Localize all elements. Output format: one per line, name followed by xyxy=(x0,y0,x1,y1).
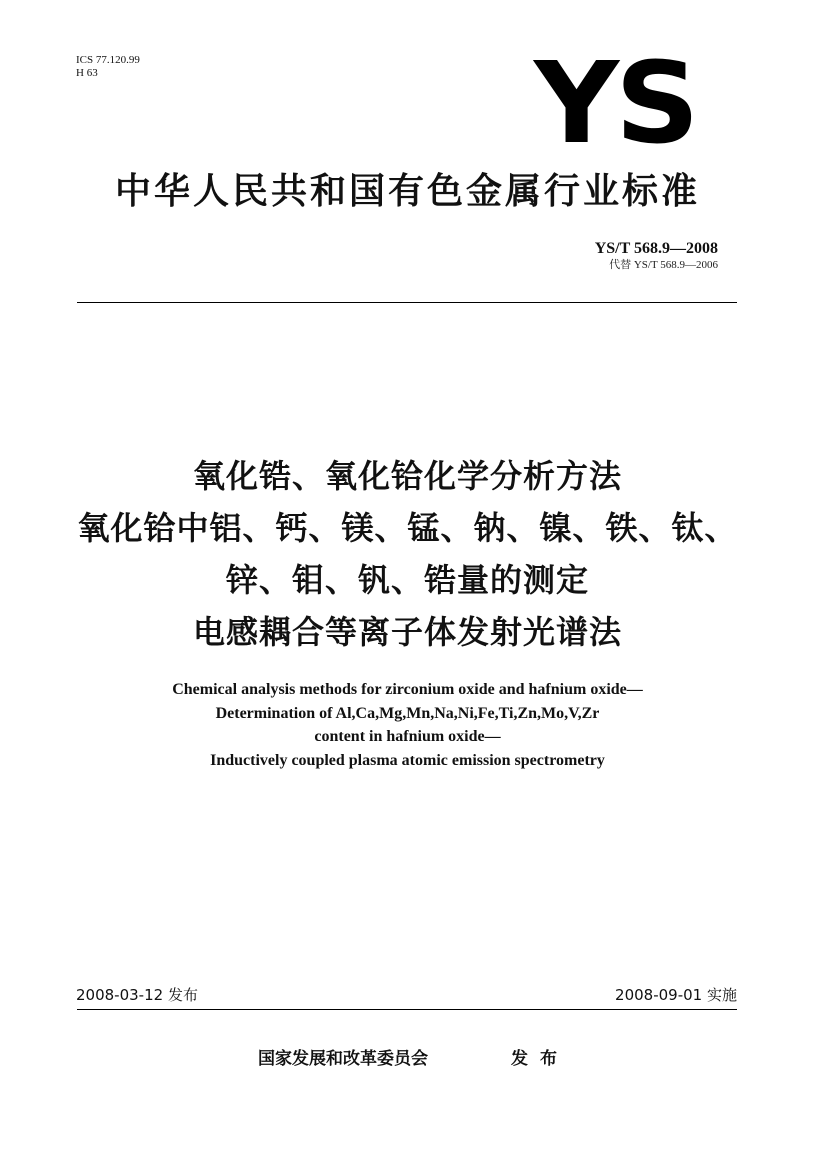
top-divider xyxy=(77,302,737,303)
english-title xyxy=(0,678,815,772)
standard-number-block xyxy=(595,240,718,272)
agency-title: 中华人民共和国有色金属行业标准 xyxy=(114,171,700,212)
classification-codes xyxy=(76,54,140,80)
chinese-title-line: 锌、钼、钒、锆量的测定 xyxy=(225,561,589,599)
standard-code: YS/T 568.9—2008 xyxy=(594,240,718,257)
chinese-title-line: 氧化铪中铝、钙、镁、锰、钠、镍、铁、钛、 xyxy=(77,509,738,547)
ics-code: ICS 77.120.99 xyxy=(76,54,140,66)
ccs-code: H 63 xyxy=(76,67,98,79)
english-title-line: content in hafnium oxide— xyxy=(314,728,501,745)
ys-logo: YS xyxy=(534,39,696,169)
bottom-divider xyxy=(77,1009,737,1010)
issuing-authority: 国家发展和改革委员会 xyxy=(258,1049,428,1069)
chinese-title-line: 氧化锆、氧化铪化学分析方法 xyxy=(192,457,622,495)
issue-label: 发布 xyxy=(511,1049,569,1069)
english-title-line: Chemical analysis methods for zirconium oxide and hafnium oxide— xyxy=(172,681,643,698)
issue-date: 2008-03-12 发布 xyxy=(76,986,198,1004)
english-title-line: Inductively coupled plasma atomic emission spectrometry xyxy=(210,751,605,769)
replaces-standard: 代替 YS/T 568.9—2006 xyxy=(609,259,718,271)
effective-date: 2008-09-01 实施 xyxy=(615,986,737,1004)
chinese-title xyxy=(0,450,815,658)
chinese-title-line: 电感耦合等离子体发射光谱法 xyxy=(192,613,622,651)
english-title-line: Determination of Al,Ca,Mg,Mn,Na,Ni,Fe,Ti,Zn,Mo,V,Zr xyxy=(215,704,600,722)
